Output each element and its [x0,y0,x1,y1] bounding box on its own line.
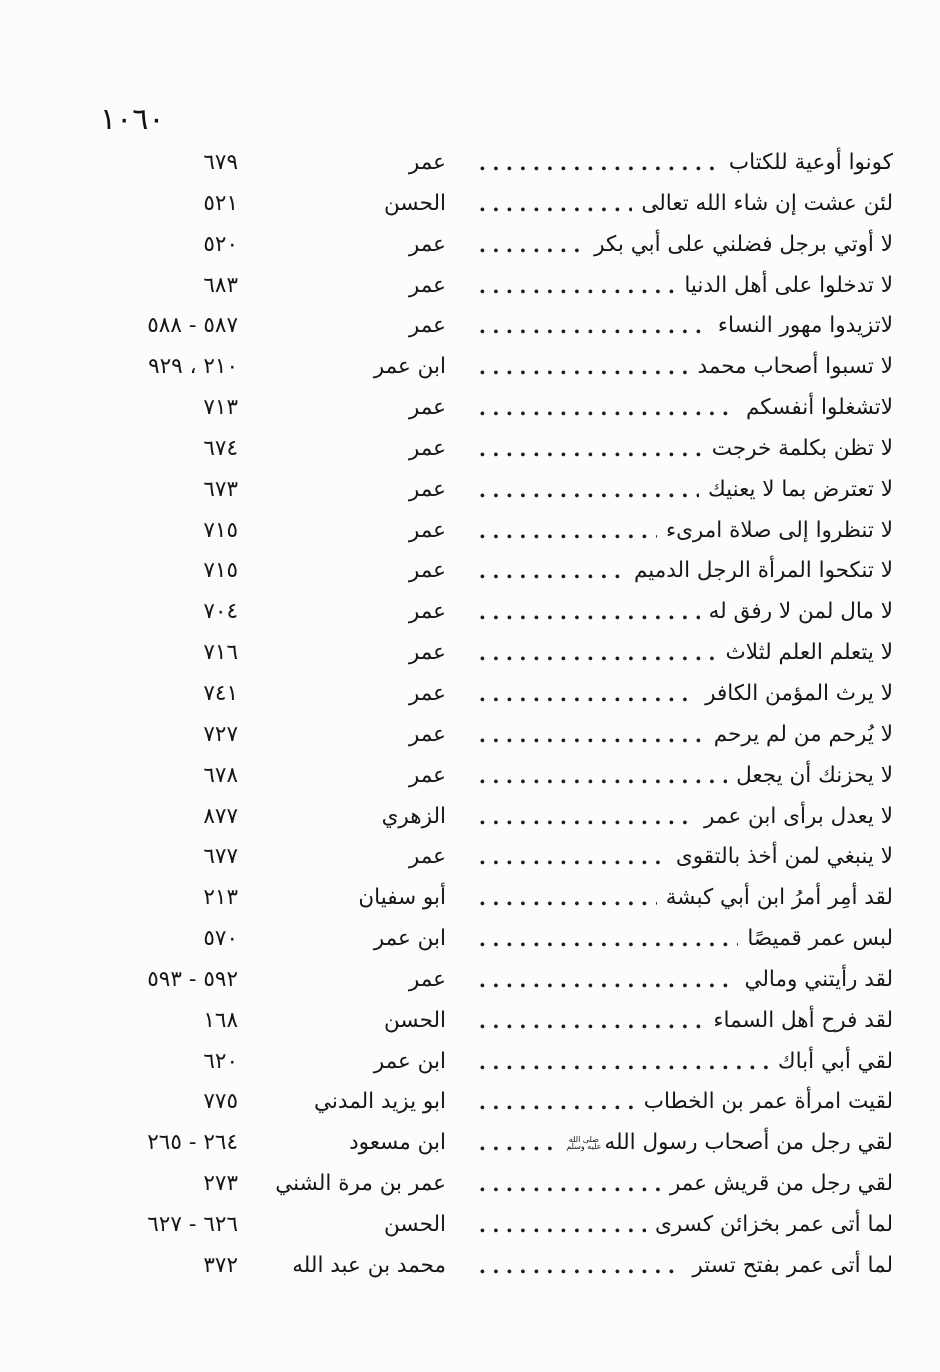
hadith-text-cell [466,428,893,469]
page-numbers: ٣٧٢ [203,1252,238,1278]
pbuh-mark-top: صلى الله [568,1134,599,1144]
index-row [100,918,893,959]
dot-leader [478,224,585,265]
index-row [100,673,893,714]
narrator-name: عمر [408,966,446,992]
page-numbers: ٧٧٥ [203,1089,238,1115]
page-numbers: ٦٧٣ [203,476,238,502]
hadith-text: لقي رجل من أصحاب رسول الله [604,1130,893,1156]
hadith-text: لا تسبوا أصحاب محمد [697,354,893,380]
index-row [100,1245,893,1286]
index-row [100,959,893,1000]
index-row [100,183,893,224]
page-numbers: ٦٨٣ [203,272,238,298]
page-numbers: ٥٢٠ [203,231,238,257]
narrator-name: عمر [408,150,446,175]
narrator-name: محمد بن عبد الله [292,1252,446,1278]
hadith-text: لما أتى عمر بخزائن كسرى [654,1211,893,1237]
hadith-text-cell [466,510,893,551]
dot-leader [478,265,675,306]
dot-leader [478,510,657,551]
dot-leader [478,1000,704,1041]
hadith-text-cell [466,1041,893,1082]
hadith-text-cell [466,673,893,714]
narrator-name: عمر [408,476,446,502]
page-numbers: ٨٧٧ [203,803,238,829]
index-row [100,1000,893,1041]
page-numbers: ٧٢٧ [203,721,238,747]
hadith-text: لا تظن بكلمة خرجت [711,435,893,461]
hadith-text: لا تنكحوا المرأة الرجل الدميم [633,558,893,584]
dot-leader [478,673,696,714]
narrator-name: الزهري [381,803,446,829]
page-numbers: ١٦٨ [203,1007,238,1033]
index-row [100,346,893,387]
index-row [100,591,893,632]
hadith-text-cell [466,632,893,673]
dot-leader [478,387,737,428]
hadith-text-cell [466,1081,893,1122]
hadith-text: لا ينبغي لمن أخذ بالتقوى [675,844,893,870]
hadith-text-cell [466,1163,893,1204]
dot-leader [478,1245,683,1286]
hadith-text-cell [466,1000,893,1041]
dot-leader [478,591,700,632]
narrator-name: الحسن [384,1211,446,1237]
index-row [100,877,893,918]
hadith-text-cell [466,550,893,591]
dot-leader [478,1041,769,1082]
dot-leader [478,877,657,918]
index-row [100,1122,893,1163]
narrator-name: الحسن [384,190,446,216]
narrator-name: عمر [408,435,446,461]
narrator-name: عمر [408,599,446,625]
index-row [100,632,893,673]
hadith-text-cell [466,918,893,959]
index-row [100,387,893,428]
hadith-text-cell [466,469,893,510]
index-row [100,265,893,306]
narrator-name: ابن عمر [373,354,446,380]
dot-leader [478,1081,635,1122]
hadith-text-cell [466,1122,893,1163]
hadith-text: كونوا أوعية للكتاب [728,150,893,175]
narrator-name: عمر [408,231,446,257]
index-row [100,469,893,510]
narrator-name: عمر [408,640,446,666]
narrator-name: عمر بن مرة الشني [275,1171,446,1197]
hadith-text: لقي أبي أباك [777,1048,893,1074]
hadith-text-cell [466,877,893,918]
index-row [100,796,893,837]
hadith-text-cell [466,796,893,837]
index-row [100,142,893,183]
dot-leader [478,632,717,673]
index-row [100,755,893,796]
dot-leader [478,305,709,346]
hadith-text: لا مال لمن لا رفق له [708,599,893,625]
hadith-index-list [0,142,940,1286]
hadith-text: لا يُرحم من لم يرحم [713,721,893,747]
page-numbers: ٦٧٤ [203,435,238,461]
hadith-text-cell [466,836,893,877]
index-row [100,1163,893,1204]
hadith-text-cell [466,1245,893,1286]
hadith-text: لا تدخلوا على أهل الدنيا [684,272,893,298]
index-row [100,224,893,265]
page-numbers: ٦٧٧ [203,844,238,870]
page-numbers: ٢٧٣ [203,1171,238,1197]
page-numbers: ٥٩٢ - ٥٩٣ [147,966,238,992]
hadith-text: لبس عمر قميصًا [747,926,893,952]
dot-leader [478,183,632,224]
page-numbers: ٢٦٤ - ٢٦٥ [147,1130,238,1156]
page-numbers: ٧١٣ [203,395,238,421]
hadith-text: لما أتى عمر بفتح تستر [692,1252,893,1278]
hadith-text-cell [466,714,893,755]
index-row [100,305,893,346]
page-numbers: ٧٠٤ [203,599,238,625]
dot-leader [478,1204,646,1245]
hadith-text: لا أوتي برجل فضلني على أبي بكر [594,231,893,257]
page-numbers: ٧٤١ [203,680,238,706]
dot-leader [478,836,667,877]
hadith-text: لا يرث المؤمن الكافر [705,680,893,706]
hadith-text-cell [466,224,893,265]
page-numbers: ٢١٣ [203,885,238,911]
hadith-text-cell [466,346,893,387]
narrator-name: عمر [408,517,446,543]
dot-leader [478,428,703,469]
hadith-text-cell [466,591,893,632]
dot-leader [478,142,720,183]
index-row [100,714,893,755]
hadith-text: لاتشغلوا أنفسكم [745,395,893,421]
page-numbers: ٥٢١ [203,190,238,216]
page-numbers: ٥٨٧ - ٥٨٨ [147,313,238,339]
dot-leader [478,918,738,959]
hadith-text: لاتزيدوا مهور النساء [717,313,893,339]
index-row [100,550,893,591]
page-numbers: ٦٧٩ [203,150,238,175]
narrator-name: عمر [408,395,446,421]
narrator-name: عمر [408,721,446,747]
index-row [100,1081,893,1122]
dot-leader [478,346,688,387]
hadith-text: لقد أمِر أمرُ ابن أبي كبشة [665,885,893,911]
page-numbers: ٥٧٠ [203,926,238,952]
hadith-text: لا تعترض بما لا يعنيك [708,476,893,502]
hadith-text-cell [466,755,893,796]
narrator-name: ابن مسعود [349,1130,446,1156]
hadith-text: لقد فرح أهل السماء [713,1007,893,1033]
hadith-text: لقيت امرأة عمر بن الخطاب [643,1089,893,1115]
dot-leader [478,550,625,591]
hadith-text: لقد رأيتني ومالي [744,966,893,992]
index-row [100,836,893,877]
narrator-name: الحسن [384,1007,446,1033]
hadith-text: لقي رجل من قريش عمر [669,1171,893,1197]
hadith-text: لئن عشت إن شاء الله تعالى [641,190,893,216]
hadith-text: لا يحزنك أن يجعل [736,762,893,788]
dot-leader [478,714,705,755]
pbuh-mark [566,1126,601,1160]
narrator-name: عمر [408,272,446,298]
hadith-text: لا يعدل برأى ابن عمر [704,803,893,829]
page-numbers: ٦٧٨ [203,762,238,788]
hadith-text: لا تنظروا إلى صلاة امرىء [665,517,893,543]
page-numbers: ٦٢٠ [203,1048,238,1074]
page-numbers: ٦٢٦ - ٦٢٧ [147,1211,238,1237]
pbuh-mark-bottom: عليه وسلم [566,1142,602,1152]
index-row [100,428,893,469]
narrator-name: عمر [408,558,446,584]
narrator-name: ابن عمر [373,1048,446,1074]
index-row [100,1204,893,1245]
hadith-text-cell [466,1204,893,1245]
page-number: ١٠٦٠ [100,102,165,137]
hadith-text-cell [466,265,893,306]
page-numbers: ٧١٥ [203,558,238,584]
hadith-text-cell [466,959,893,1000]
hadith-text: لا يتعلم العلم لثلاث [725,640,893,666]
dot-leader [478,1163,661,1204]
narrator-name: عمر [408,844,446,870]
index-row [100,510,893,551]
narrator-name: ابو يزيد المدني [314,1089,446,1115]
dot-leader [478,959,735,1000]
dot-leader [478,796,695,837]
dot-leader [478,469,699,510]
index-row [100,1041,893,1082]
narrator-name: ابن عمر [373,926,446,952]
hadith-text-cell [466,305,893,346]
narrator-name: عمر [408,313,446,339]
narrator-name: أبو سفيان [358,885,446,911]
narrator-name: عمر [408,680,446,706]
page-numbers: ٧١٦ [203,640,238,666]
hadith-text-cell [466,387,893,428]
narrator-name: عمر [408,762,446,788]
hadith-text-cell [466,183,893,224]
page-numbers: ٢١٠ ، ٩٢٩ [148,354,238,380]
dot-leader [478,755,727,796]
page-numbers: ٧١٥ [203,517,238,543]
dot-leader [478,1122,557,1163]
hadith-text-cell [466,142,893,183]
